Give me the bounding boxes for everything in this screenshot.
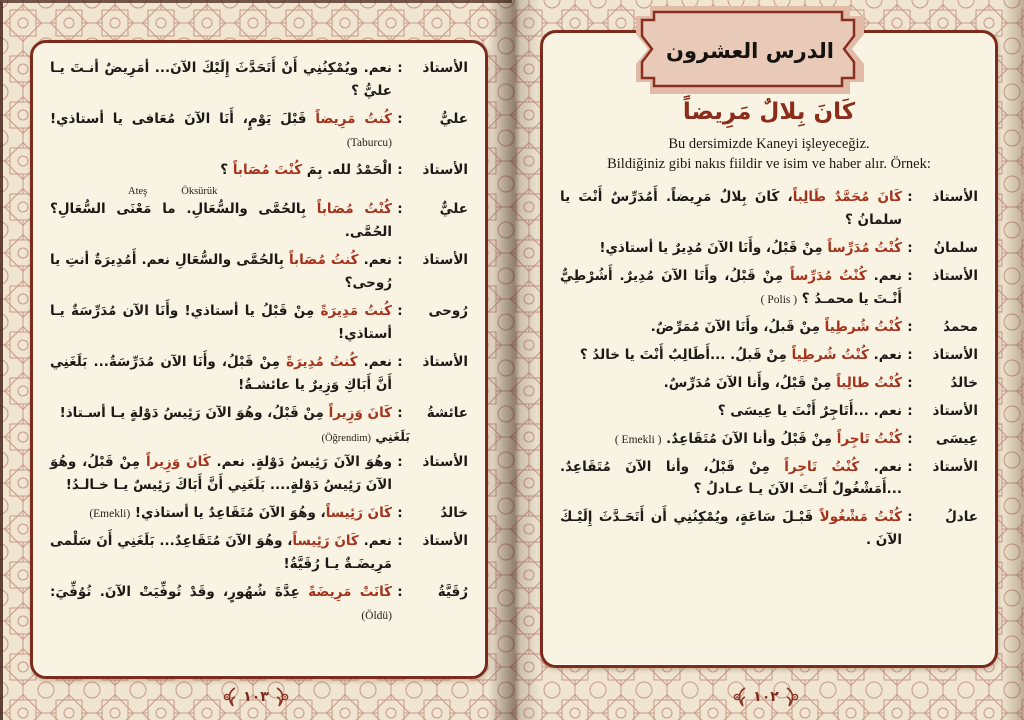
- dialogue-row: [50, 502, 468, 525]
- dialogue-text: كُنْتُ شُرطِياً مِنْ قَبلُ، وأَنَا الآنَ مُمَرِّضٌ.: [650, 318, 902, 335]
- vocabulary-note-above: Ateş Öksürük: [128, 185, 218, 197]
- dialogue-row: [50, 402, 468, 425]
- speaker-name: الأستاذ: [422, 533, 468, 550]
- speaker-colon: :: [397, 353, 403, 370]
- dialogue-row: [50, 300, 468, 346]
- speaker-colon: :: [907, 240, 913, 256]
- lesson-intro: [560, 135, 978, 174]
- intro-line-1: Bu dersimizde Kaneyi işleyeceğiz.: [668, 136, 870, 152]
- dialogue-row: [50, 581, 468, 627]
- dialogue-text: كُنْتُ تَاجِراً مِنْ قَبْلُ وأنا الآنَ مُتَقَاعِدٌ. ( Emekli ): [614, 430, 902, 447]
- speaker-name: خالدُ: [440, 505, 468, 522]
- page-number-value: ١٠٢: [753, 689, 779, 705]
- dialogue-row: [50, 198, 468, 244]
- dialogue-row: [560, 428, 978, 451]
- dialogue-row: [560, 237, 978, 260]
- left-page: [30, 40, 488, 679]
- dialogue-text: كُنْتُ مَشْغُولاً قَبْـلَ سَاعَةٍ، ويُمْكِنُنِي أَن أَتَحَـدَّثَ إِلَيْـكَ الآنَ .: [560, 509, 902, 549]
- speaker-colon: :: [397, 404, 403, 421]
- dialogue-row: [50, 351, 468, 397]
- dialogue-row: [50, 108, 468, 154]
- speaker-colon: :: [397, 110, 403, 127]
- dialogue-row: [560, 372, 978, 395]
- ornament-icon: [274, 687, 290, 707]
- dialogue-row: [560, 186, 978, 232]
- dialogue-row: [50, 57, 468, 103]
- lesson-banner: [618, 2, 882, 100]
- speaker-colon: :: [907, 318, 913, 335]
- speaker-name: الأستاذ: [422, 252, 468, 269]
- vocabulary-gloss: بَلَغَنِي (Öğrendim): [321, 428, 410, 444]
- dialogue-text: وهُوَ الآنَ رَئِيسُ دَوْلةٍ. نعم. كَانَ وَزِيراً مِنْ قَبْلُ، وهُوَ الآنَ رَئِيسُ دَوْلةٍ.... بَلَغَنِي أَنَّ أَبَاكَ رَئِيسٌ يـا خـالـدُ!: [50, 454, 393, 494]
- speaker-name: الأستاذ: [932, 346, 978, 363]
- dialogue-text: نعم. ...أَتَاجِرٌ أَنْتَ يا عِيسَى ؟: [717, 402, 902, 419]
- speaker-colon: :: [907, 346, 913, 363]
- speaker-name: الأستاذ: [932, 189, 978, 206]
- dialogue-text: نعم. ويُمْكِنُنِي أَنْ أَتَحَدَّثَ إِلَيْكَ الآنَ... أمَرِيضٌ أنـتَ يـا عليُّ ؟: [50, 60, 392, 99]
- speaker-name: الأستاذ: [932, 267, 978, 284]
- speaker-name: عادلُ: [945, 509, 978, 526]
- dialogue-row: [560, 456, 978, 502]
- dialogue-row: [50, 451, 468, 497]
- ornament-icon: [732, 687, 748, 707]
- speaker-colon: :: [907, 374, 913, 391]
- speaker-name: الأستاذ: [932, 458, 978, 475]
- speaker-name: عائشةُ: [426, 404, 468, 421]
- dialogue-text: نعم. كُنْتُ مُدَرِّساً مِنْ قَبْلُ، وأَنَا الآنَ مُدِيرٌ. أَشُرْطِيٌّ أَنْـتَ يا محمـدُ ؟ ( Polis ): [560, 267, 902, 307]
- dialogue-text: نعم. كُنْتُ تَاجِراً مِنْ قَبْلُ، وأنا الآنَ مُتَقَاعِدٌ. ...أَمَشْغُولٌ أَنْـتَ الآنَ يـا عـادلُ ؟: [560, 458, 902, 498]
- speaker-name: عِيسَى: [935, 430, 978, 447]
- speaker-colon: :: [397, 302, 403, 319]
- dialogue-row: [560, 344, 978, 367]
- page-number-value: ١٠٣: [243, 689, 269, 705]
- dialogue-text: الْحَمْدُ لله. بِمَ كُنْتَ مُصَاباً ؟: [220, 161, 392, 178]
- dialogue-row: [560, 316, 978, 339]
- page-number-left: [30, 682, 482, 712]
- speaker-colon: :: [907, 458, 913, 475]
- dialogue-row: [50, 530, 468, 576]
- speaker-colon: :: [397, 533, 403, 550]
- dialogue-text: كَانَتْ مَرِيضَةً عِدَّةَ شُهُورٍ، وقَدْ تُوفِّيَتْ الآنَ. تُوُفِّيَ: (Öldü): [50, 584, 392, 622]
- dialogue-text: نعم. كُنْتُ شُرطِياً مِنْ قَبلُ. ...أَطَالِبٌ أَنْتَ يا خالدُ ؟: [579, 346, 902, 363]
- banner-label: الدرس العشرون: [666, 39, 834, 63]
- dialogue-text: كُنتُ مَدِيرَةً مِنْ قَبْلُ يا أستاذي! وأَنَا الآن مُدَرِّسَةٌ يـا أستاذي!: [50, 302, 392, 342]
- dialogue-row: [560, 506, 978, 552]
- speaker-colon: :: [397, 201, 403, 218]
- right-page-dialogue: [560, 186, 978, 552]
- speaker-colon: :: [397, 584, 403, 601]
- right-page: [540, 30, 998, 668]
- speaker-name: عليٌّ: [439, 201, 468, 218]
- dialogue-text: كُنْتُ مُدَرِّساً مِنْ قَبْلُ، وأَنَا الآنَ مُدِيرٌ يا أستاذي!: [599, 240, 902, 256]
- speaker-name: الأستاذ: [932, 402, 978, 419]
- speaker-colon: :: [397, 60, 403, 76]
- speaker-name: الأستاذ: [422, 454, 468, 471]
- speaker-name: سلمانُ: [933, 240, 978, 256]
- speaker-name: عليُّ: [439, 110, 468, 127]
- speaker-name: محمدُ: [943, 318, 978, 335]
- speaker-colon: :: [397, 505, 403, 522]
- speaker-name: رُقَيَّةُ: [437, 584, 468, 601]
- dialogue-text: نعم. كُنتُ مُدِيرَةً مِنْ قَبْلُ، وأَنَا الآن مُدَرِّسَةٌ... بَلَغَنِي أَنَّ أَبَاكِ وَزِيرٌ يا عائشـةُ!: [50, 353, 393, 393]
- dialogue-text: كَانَ وَزِيراً مِنْ قَبْلُ، وهُوَ الآنَ رَئِيسُ دَوْلةٍ يـا أسـتاذ!: [59, 404, 392, 421]
- dialogue-row: [50, 249, 468, 295]
- intro-line-2: Bildiğiniz gibi nakıs fiildir ve isim ve haber alır. Örnek:: [607, 155, 931, 172]
- speaker-name: الأستاذ: [422, 60, 468, 76]
- left-page-dialogue: [50, 57, 468, 627]
- speaker-colon: :: [907, 402, 913, 419]
- speaker-colon: :: [907, 430, 913, 447]
- dialogue-text: كُنْتُ طالِباً مِنْ قَبْلُ، وأَنا الآنَ مُدَرِّسٌ.: [663, 374, 902, 391]
- dialogue-row: [50, 159, 468, 182]
- lesson-title: كَانَ بِلالٌ مَرِيضاً: [682, 99, 856, 125]
- ornament-icon: [784, 687, 800, 707]
- dialogue-text: كَانَ رَئِيساً، وهُوَ الآنَ مُتَقَاعِدٌ يا أستاذي! (Emekli): [89, 505, 392, 522]
- speaker-colon: :: [397, 252, 403, 269]
- speaker-colon: :: [397, 454, 403, 471]
- speaker-colon: :: [907, 189, 913, 206]
- speaker-name: الأستاذ: [422, 353, 468, 370]
- dialogue-text: كُنتُ مَرِيضاً قَبْلَ يَوْمٍ، أَنَا الآنَ مُعَافى يا أستاذي! (Taburcu): [50, 110, 392, 149]
- speaker-name: رُوحى: [428, 302, 468, 319]
- speaker-name: الأستاذ: [422, 161, 468, 178]
- page-number-right: [540, 682, 992, 712]
- speaker-colon: :: [397, 161, 403, 178]
- speaker-colon: :: [907, 267, 913, 284]
- dialogue-row: [560, 400, 978, 423]
- ornament-icon: [222, 687, 238, 707]
- speaker-name: خالدُ: [950, 374, 978, 391]
- dialogue-row: [560, 265, 978, 311]
- dialogue-text: نعم. كُنتُ مُصَاباً بِالحُمَّى والسُّعَالِ نعم. أَمُدِيرَةٌ أنتِ يا رُوحى؟: [50, 252, 392, 291]
- dialogue-text: كَانَ مُحَمَّدٌ طَالِباً، كَانَ بِلالٌ مَرِيضاً. أَمُدَرِّسٌ أَنْتَ يا سلمانُ ؟: [560, 189, 902, 229]
- dialogue-text: نعم. كَانَ رَئِيساً، وهُوَ الآنَ مُتَقَاعِدٌ... بَلَغَنِي أَنَ سَلْمى مَرِيضَـةٌ يـا رُقَيَّةُ!: [50, 533, 392, 573]
- dialogue-text: كُنْتُ مُصَاباً بِالحُمَّى والسُّعَالِ. ما مَعْنَى السُّعَالِ؟ الحُمَّى.: [50, 201, 392, 241]
- speaker-colon: :: [907, 509, 913, 526]
